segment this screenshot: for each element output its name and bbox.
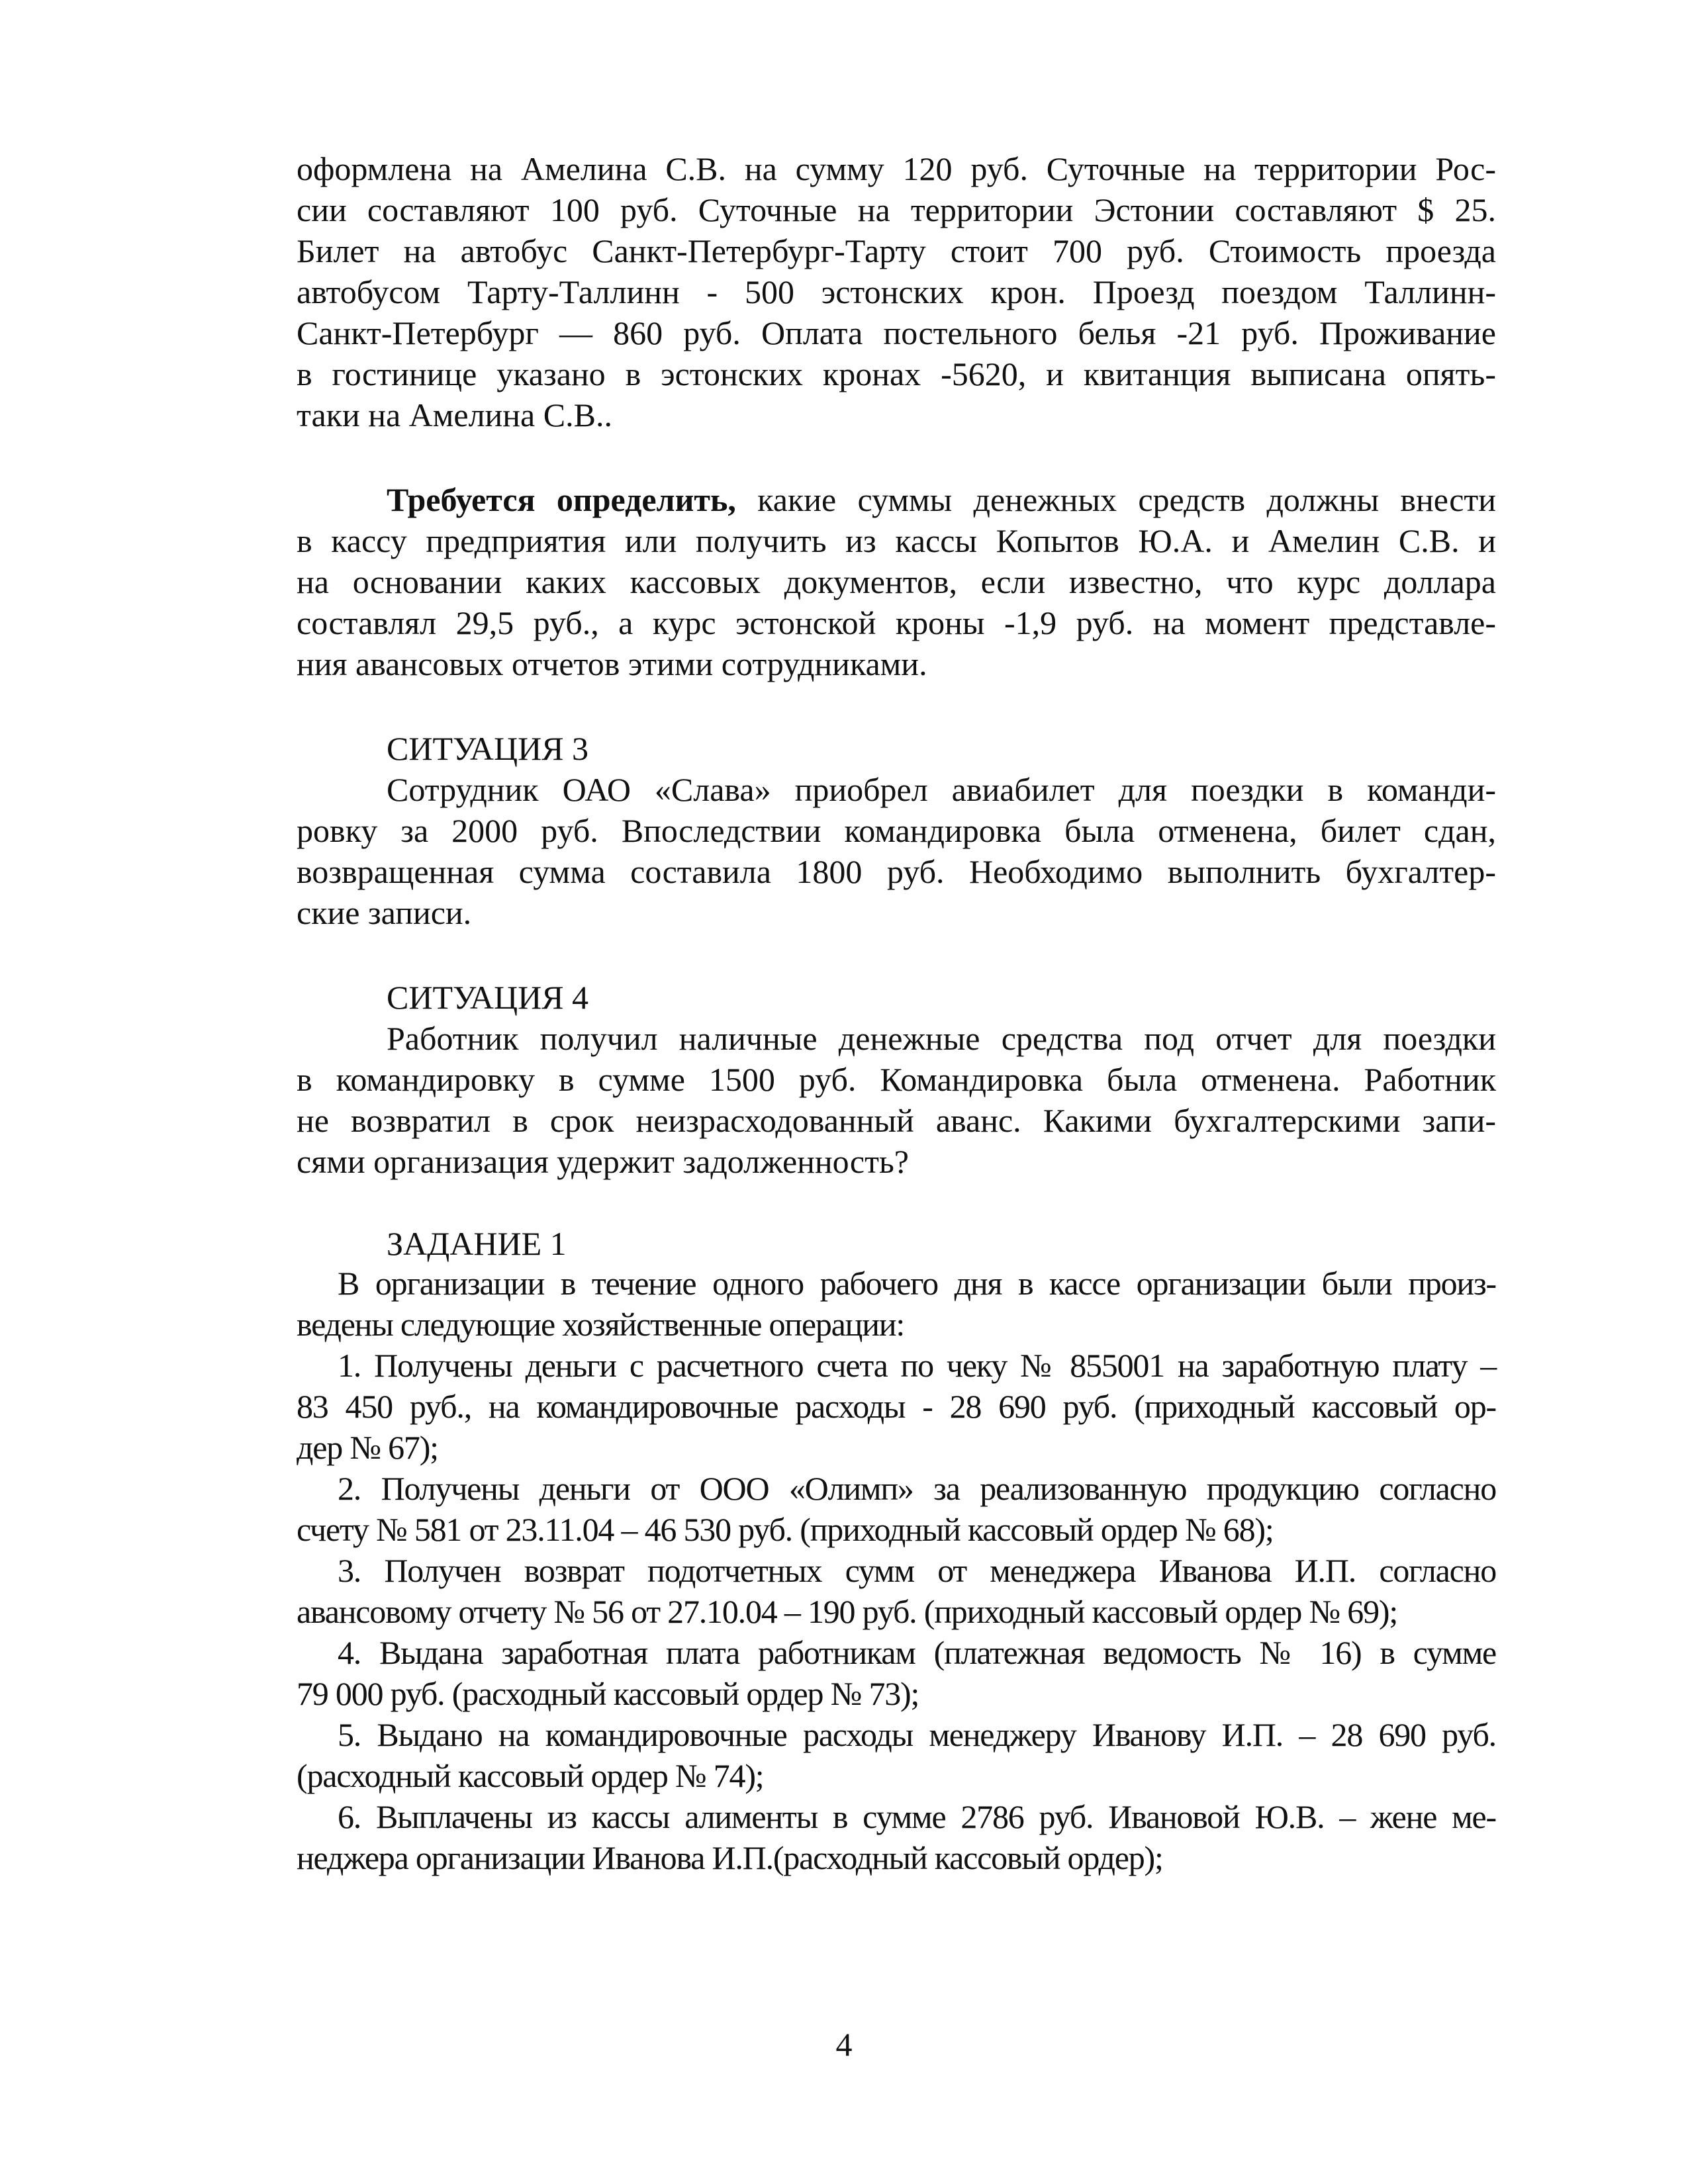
text-line: ния авансовых отчетов этими сотрудниками. [297, 645, 927, 682]
text-line: в гостинице указано в эстонских кронах -5620, и квитанция выписана опять- [297, 355, 1496, 392]
text-line: возвращенная сумма составила 1800 руб. Необходимо выполнить бухгалтер- [297, 853, 1496, 890]
text-line: Санкт-Петербург — 860 руб. Оплата постельного белья -21 руб. Проживание [297, 314, 1496, 351]
task-1-item-4 [297, 1632, 1496, 1714]
requirement-first-line: какие суммы денежных средств должны внести [735, 481, 1497, 518]
intro-paragraph [297, 148, 1496, 435]
situation-4-text [297, 1018, 1496, 1182]
requirement-lead: Требуется определить, [387, 481, 736, 518]
text-line: ровку за 2000 руб. Впоследствии командировка была отменена, билет сдан, [297, 812, 1496, 849]
task-1-item-2 [297, 1468, 1496, 1550]
page-number: 4 [835, 2026, 853, 2063]
text-line: Билет на автобус Санкт-Петербург-Тарту стоит 700 руб. Стоимость проезда [297, 232, 1496, 269]
situation-3-heading: СИТУАЦИЯ 3 [387, 730, 589, 767]
task-1-intro [297, 1263, 1496, 1345]
text-line: не возвратил в срок неизрасходованный аванс. Какими бухгалтерскими запи- [297, 1102, 1496, 1139]
situation-3-text [297, 769, 1496, 933]
task-1-item-6 [297, 1796, 1496, 1878]
text-line: на основании каких кассовых документов, если известно, что курс доллара [297, 563, 1496, 600]
requirement-paragraph [297, 479, 1496, 684]
text-line: счету № 581 от 23.11.04 – 46 530 руб. (приходный кассовый ордер № 68); [297, 1511, 1274, 1548]
text-line: в кассу предприятия или получить из кассы Копытов Ю.А. и Амелин С.В. и [297, 522, 1496, 559]
text-line [297, 479, 1496, 520]
text-line: 83 450 руб., на командировочные расходы - 28 690 руб. (приходный кассовый ор- [297, 1388, 1496, 1425]
text-line: автобусом Тарту-Таллинн - 500 эстонских крон. Проезд поездом Таллинн- [297, 273, 1496, 310]
text-line: 2. Получены деньги от ООО «Олимп» за реализованную продукцию согласно [338, 1470, 1496, 1507]
text-line: оформлена на Амелина С.В. на сумму 120 руб. Суточные на территории Рос- [297, 150, 1496, 187]
text-line: 1. Получены деньги с расчетного счета по чеку № 855001 на заработную плату – [338, 1347, 1496, 1384]
text-line: ведены следующие хозяйственные операции: [297, 1306, 905, 1343]
text-line: 6. Выплачены из кассы алименты в сумме 2786 руб. Ивановой Ю.В. – жене ме- [338, 1798, 1496, 1835]
text-line: сии составляют 100 руб. Суточные на территории Эстонии составляют $ 25. [297, 191, 1496, 228]
text-line: сями организация удержит задолженность? [297, 1143, 909, 1180]
text-line: авансовому отчету № 56 от 27.10.04 – 190 руб. (приходный кассовый ордер № 69); [297, 1593, 1398, 1630]
text-line: Работник получил наличные денежные средства под отчет для поездки [387, 1020, 1496, 1057]
text-line: В организации в течение одного рабочего дня в кассе организации были произ- [338, 1265, 1496, 1302]
text-line: неджера организации Иванова И.П.(расходный кассовый ордер); [297, 1839, 1163, 1876]
text-line: дер № 67); [297, 1429, 438, 1466]
text-line: в командировку в сумме 1500 руб. Командировка была отменена. Работник [297, 1061, 1496, 1098]
situation-4-heading: СИТУАЦИЯ 4 [387, 979, 589, 1016]
text-line: 4. Выдана заработная плата работникам (платежная ведомость № 16) в сумме [338, 1634, 1496, 1671]
task-1-item-5 [297, 1714, 1496, 1796]
task-1-item-1 [297, 1345, 1496, 1468]
task-1-heading: ЗАДАНИЕ 1 [387, 1225, 567, 1262]
text-line: составлял 29,5 руб., а курс эстонской кроны -1,9 руб. на момент представле- [297, 604, 1496, 641]
task-1-item-3 [297, 1550, 1496, 1632]
text-line: Сотрудник ОАО «Слава» приобрел авиабилет для поездки в команди- [387, 771, 1496, 808]
text-line: таки на Амелина С.В.. [297, 396, 612, 433]
text-line: 5. Выдано на командировочные расходы менеджеру Иванову И.П. – 28 690 руб. [338, 1716, 1496, 1753]
text-line: 3. Получен возврат подотчетных сумм от менеджера Иванова И.П. согласно [338, 1552, 1496, 1589]
text-line: ские записи. [297, 894, 472, 931]
text-line: (расходный кассовый ордер № 74); [297, 1757, 764, 1794]
text-line: 79 000 руб. (расходный кассовый ордер № 73); [297, 1675, 919, 1712]
